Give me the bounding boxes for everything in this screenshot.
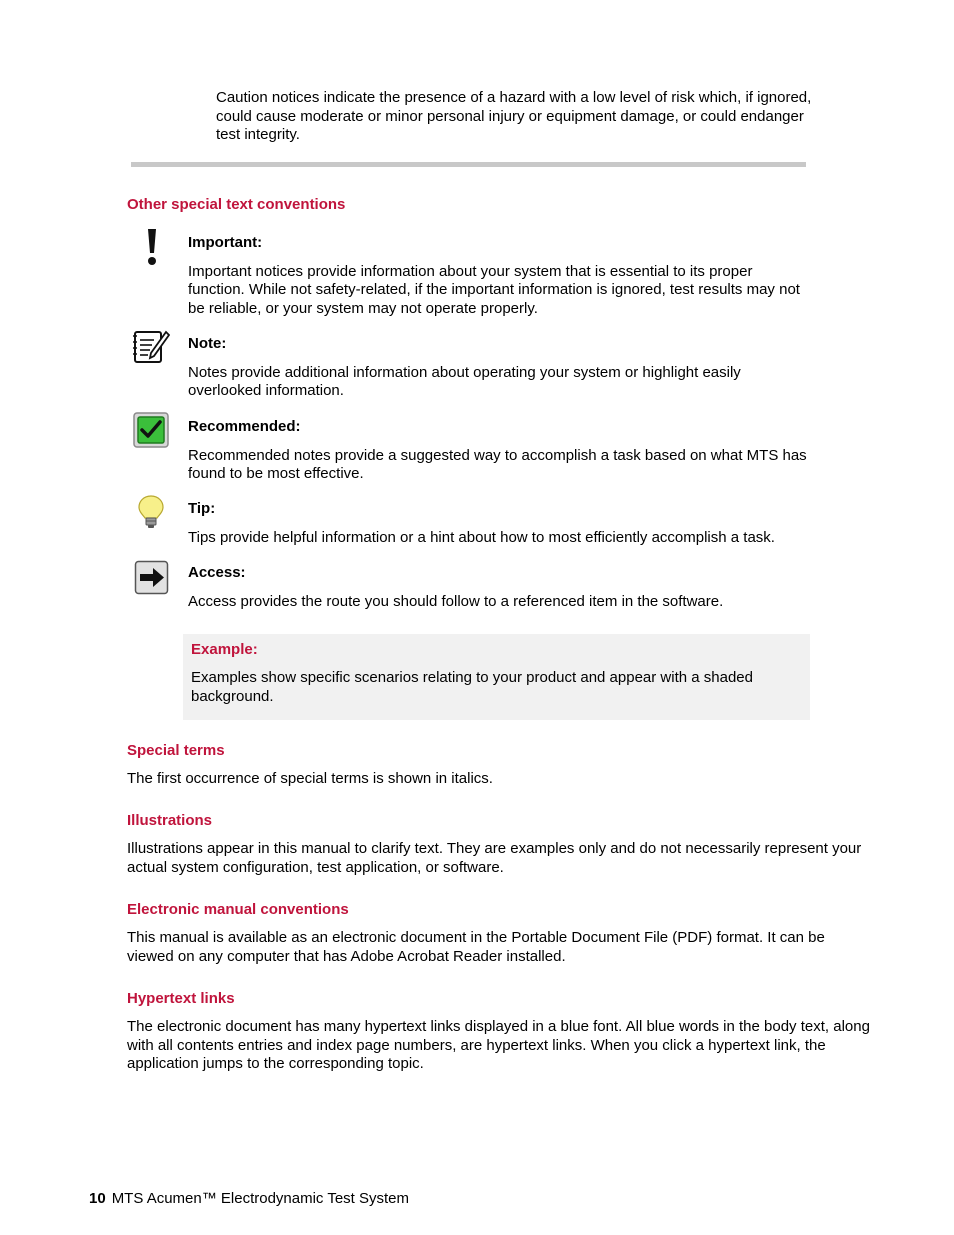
note-notice [188,335,808,401]
heading-illustrations: Illustrations [127,812,213,829]
right-arrow-icon [134,560,170,596]
green-checkmark-icon [133,412,169,448]
caution-text: Caution notices indicate the presence of a hazard with a low level of risk which, if ignored, could cause moderate or minor personal injury or equipment damage, or could endanger test integrity. [216,89,812,144]
heading-other-conventions: Other special text conventions [127,196,346,213]
example-text: Examples show specific scenarios relating to your product and appear with a shaded background. [191,669,753,705]
important-text: Important notices provide information about your system that is essential to its proper function. While not safety-related, if the important information is ignored, test results may not be reliable, or your system may not operate properly. [188,262,800,317]
tip-title: Tip: [188,500,216,517]
heading-hypertext-links: Hypertext links [127,990,235,1007]
important-notice [188,234,808,318]
heading-electronic-manual: Electronic manual conventions [127,901,349,918]
hypertext-text: The electronic document has many hypertext links displayed in a blue font. All blue words in the body text, along with all contents entries and index page numbers, are hypertext links. When you click a hypertext link, the application jumps to the corresponding topic. [127,1018,870,1073]
recommended-text: Recommended notes provide a suggested way to accomplish a task based on what MTS has found to be most effective. [188,446,807,483]
note-text: Notes provide additional information about operating your system or highlight easily overlooked information. [188,363,741,400]
electronic-manual-text: This manual is available as an electronic document in the Portable Document File (PDF) format. It can be viewed on any computer that has Adobe Acrobat Reader installed. [127,929,825,965]
recommended-title: Recommended: [188,418,301,435]
example-title: Example: [191,641,258,658]
access-title: Access: [188,564,246,581]
tip-text: Tips provide helpful information or a hint about how to most efficiently accomplish a task. [188,528,775,546]
illustrations-text: Illustrations appear in this manual to clarify text. They are examples only and do not necessarily represent your actual system configuration, test application, or software. [127,840,862,876]
access-text: Access provides the route you should follow to a referenced item in the software. [188,592,724,610]
access-notice [188,564,808,611]
exclamation-icon [134,227,170,263]
section-divider [131,162,806,167]
important-title: Important: [188,234,263,251]
heading-special-terms: Special terms [127,742,225,759]
notepad-pencil-icon [132,329,168,365]
special-terms-text: The first occurrence of special terms is shown in italics. [127,770,493,787]
lightbulb-icon [137,494,173,530]
example-box [183,634,810,720]
footer-title: MTS Acumen™ Electrodynamic Test System [111,1190,410,1207]
page-footer [89,1190,409,1209]
tip-notice [188,500,808,547]
page-number: 10 [89,1190,106,1207]
recommended-notice [188,418,808,484]
note-title: Note: [188,335,227,352]
